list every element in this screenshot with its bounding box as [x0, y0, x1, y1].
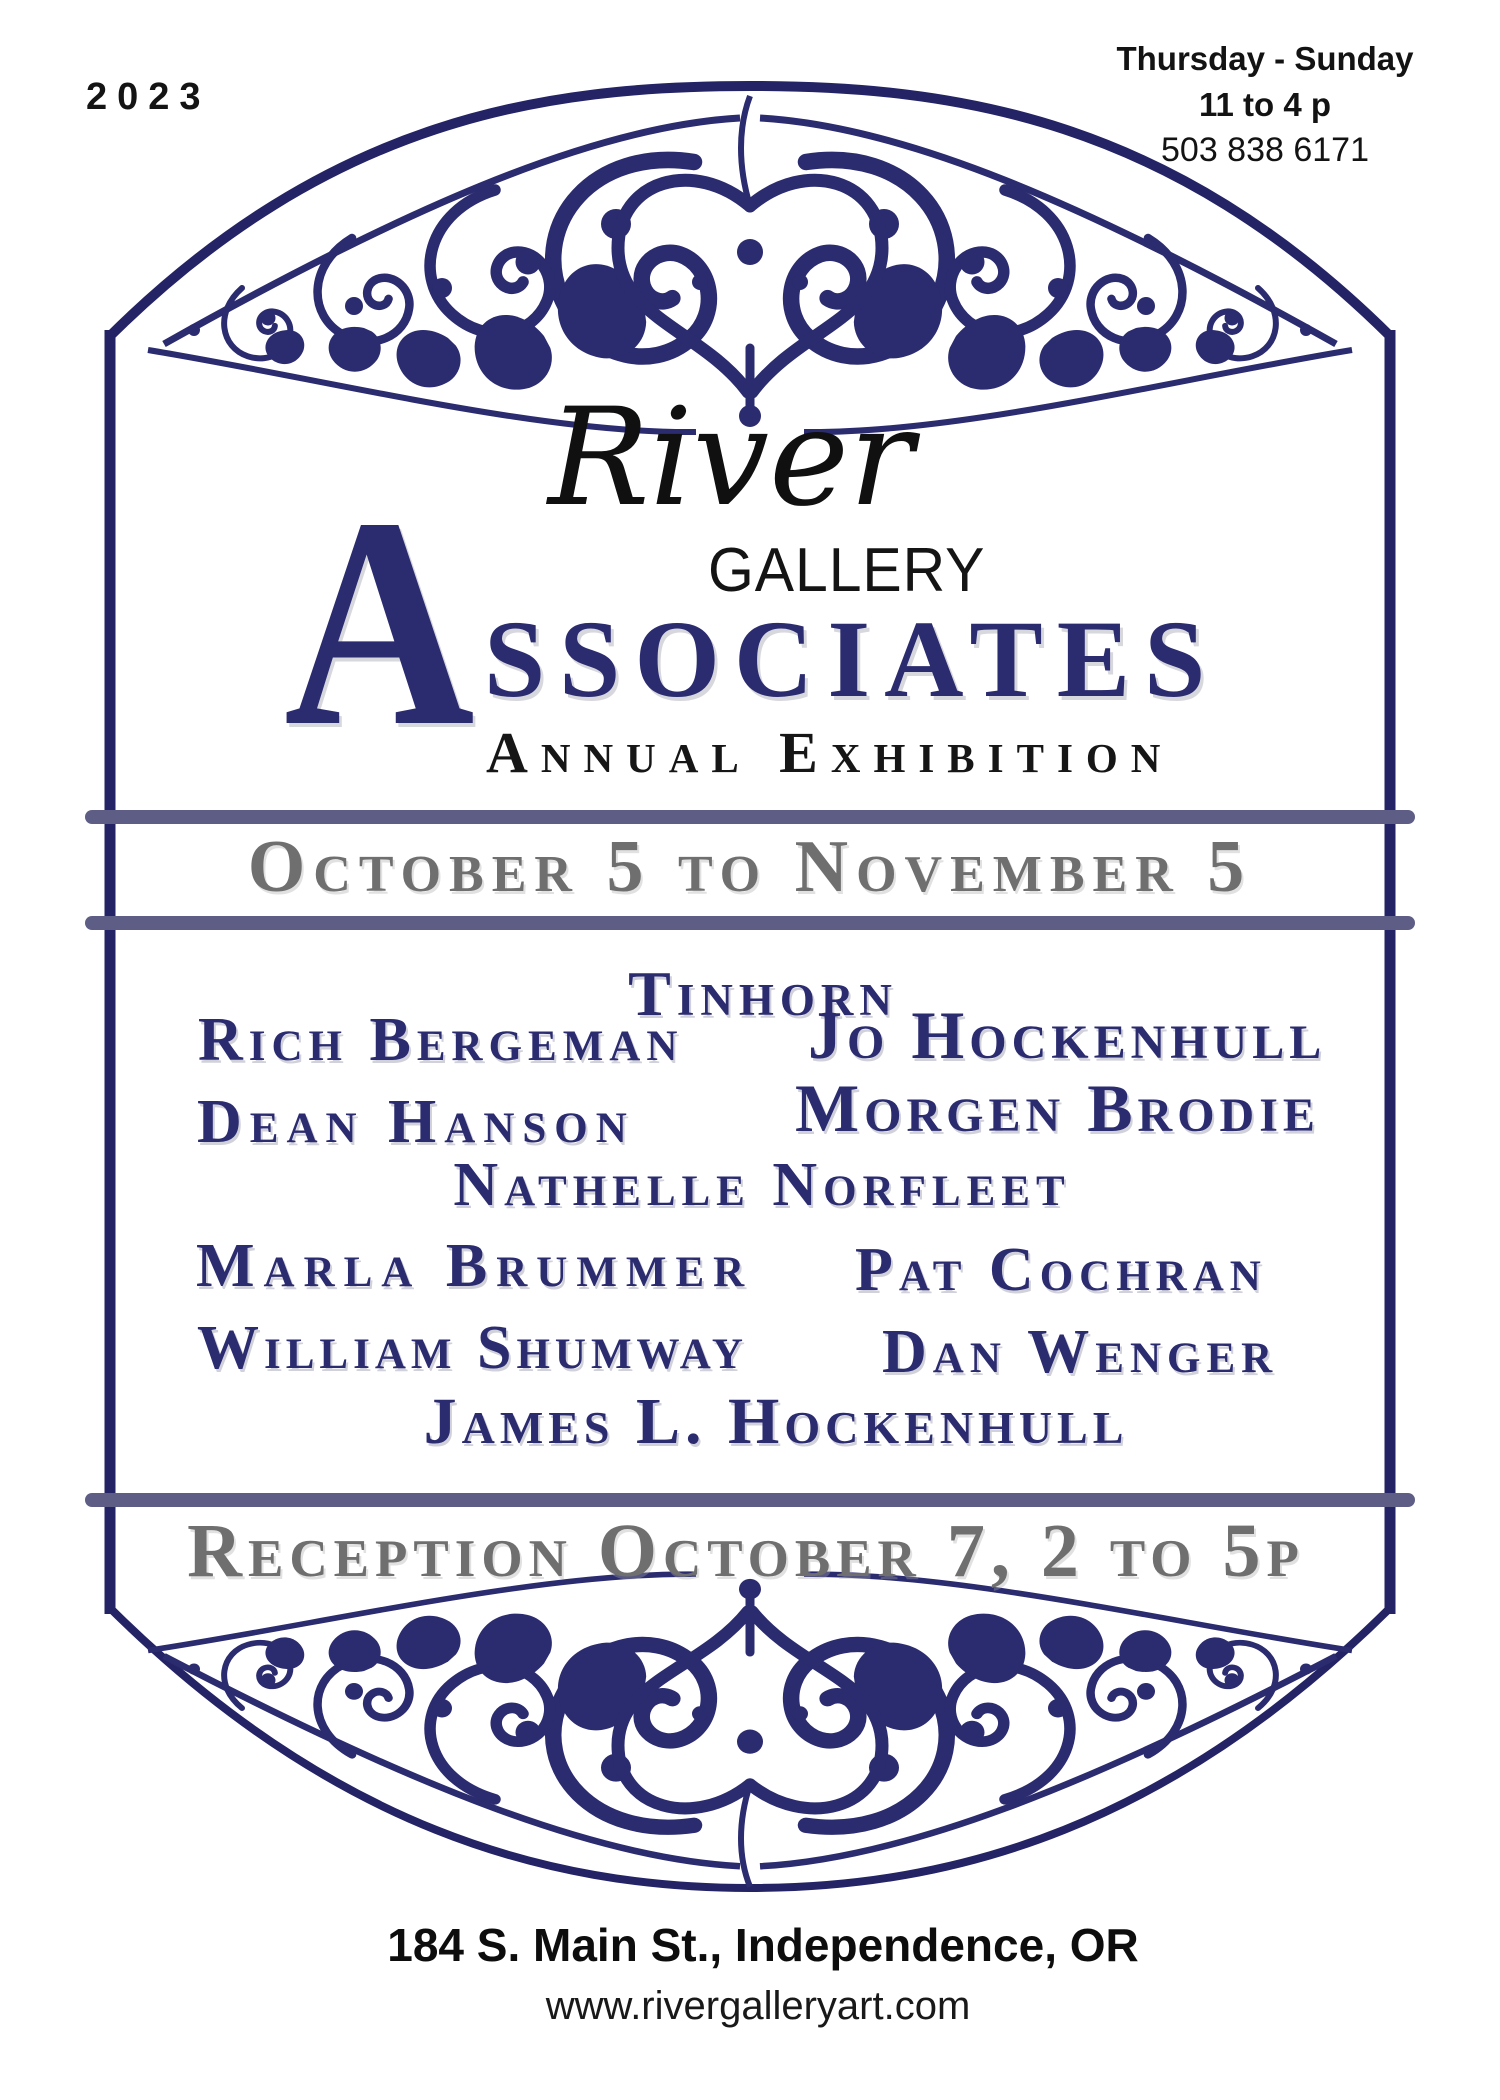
artist-name-morgen-brodie: Morgen Brodie	[795, 1070, 1320, 1146]
divider-bar-bottom	[85, 1493, 1415, 1507]
schedule-days: Thursday - Sunday	[1116, 40, 1414, 77]
artist-name-tinhorn: Tinhorn	[628, 958, 898, 1029]
schedule-block	[1085, 36, 1445, 172]
logo-gallery-word: GALLERY	[708, 536, 986, 605]
title-initial: A	[284, 456, 475, 788]
artist-name-rich-bergeman: Rich Bergeman	[198, 1006, 684, 1074]
artist-name-jo-hockenhull: Jo Hockenhull	[808, 997, 1327, 1073]
artist-name-dan-wenger: Dan Wenger	[882, 1318, 1279, 1386]
footer-website: www.rivergalleryart.com	[545, 1984, 971, 2028]
title-rest: SSOCIATES	[484, 598, 1220, 720]
logo-script-word: River	[548, 379, 914, 536]
artist-name-james-l-hockenhull: James L. Hockenhull	[423, 1385, 1129, 1458]
divider-bar-top	[85, 810, 1415, 824]
year-label: 2023	[86, 76, 211, 118]
divider-bar-middle	[85, 916, 1415, 930]
artist-name-nathelle-norfleet: Nathelle Norfleet	[453, 1151, 1071, 1219]
artist-name-pat-cochran: Pat Cochran	[855, 1236, 1267, 1304]
footer-address: 184 S. Main St., Independence, OR	[387, 1919, 1139, 1971]
artist-name-marla-brummer: Marla Brummer	[196, 1232, 754, 1300]
bottom-flourish	[148, 1574, 1352, 1887]
artist-name-william-shumway: William Shumway	[197, 1314, 748, 1382]
schedule-hours: 11 to 4 p	[1198, 86, 1332, 123]
reception-line: Reception October 7, 2 to 5p	[187, 1509, 1305, 1593]
dates-line: October 5 to November 5	[247, 826, 1253, 908]
artist-name-dean-hanson: Dean Hanson	[197, 1088, 635, 1156]
schedule-phone: 503 838 6171	[1161, 131, 1369, 169]
title-subtitle: Annual Exhibition	[486, 720, 1174, 785]
